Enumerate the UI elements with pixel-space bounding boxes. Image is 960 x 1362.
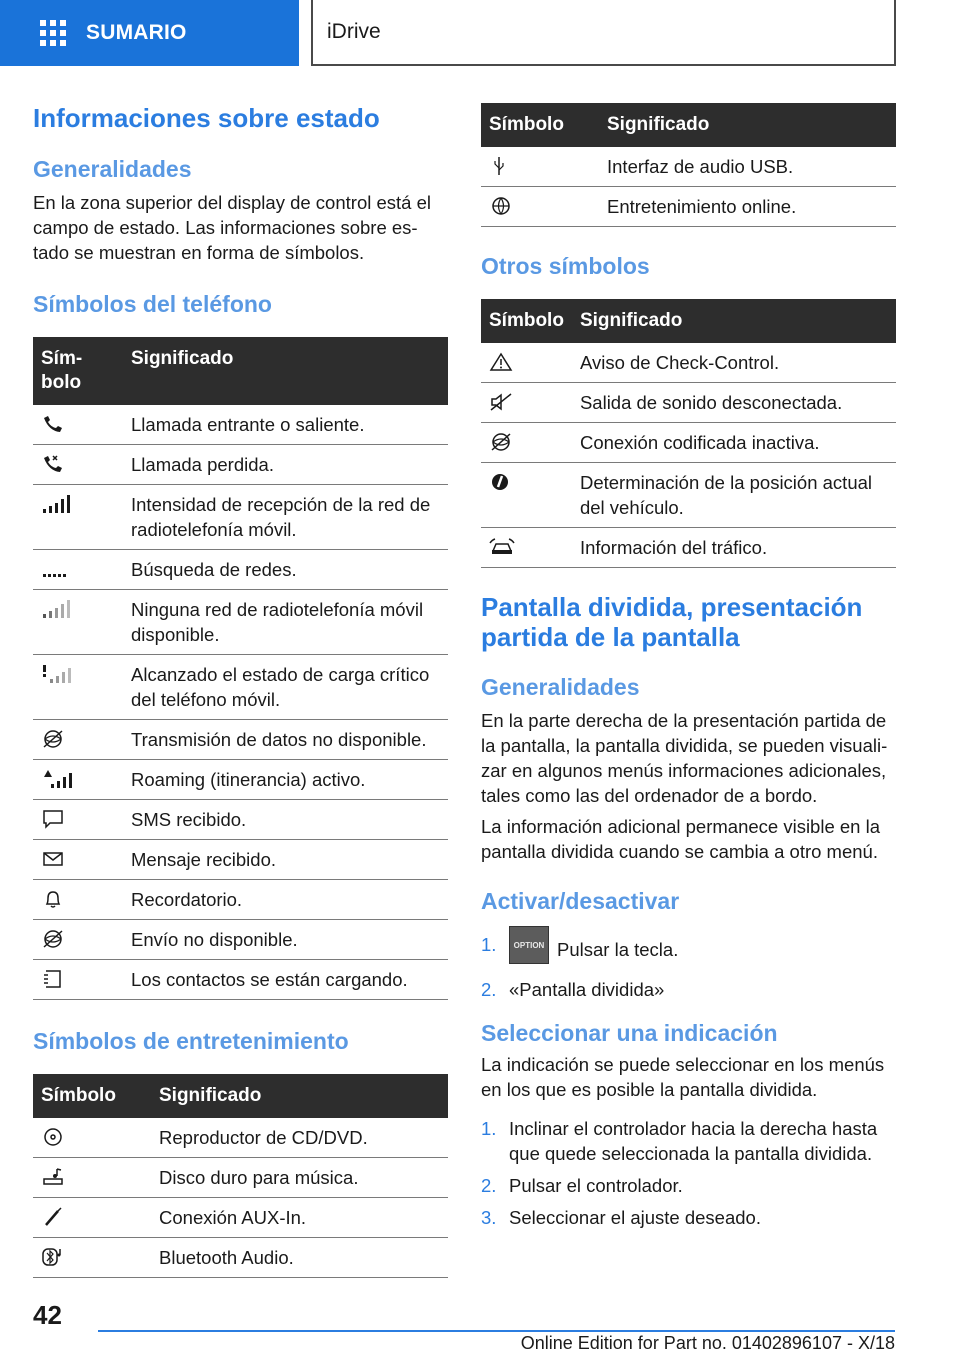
data-unavailable-icon bbox=[41, 729, 65, 749]
row-text: Roaming (itinerancia) activo. bbox=[123, 760, 448, 800]
missed-call-icon bbox=[41, 454, 65, 474]
table-row bbox=[33, 445, 448, 485]
table-row bbox=[481, 187, 896, 227]
row-text: Determinación de la posición actual del vehículo. bbox=[572, 463, 896, 528]
page-number: 42 bbox=[33, 1300, 62, 1330]
table-row bbox=[33, 1118, 448, 1158]
contacts-loading-icon bbox=[41, 969, 65, 989]
row-text: Bluetooth Audio. bbox=[151, 1238, 448, 1278]
table-row bbox=[33, 485, 448, 550]
hard-disk-music-icon bbox=[41, 1167, 65, 1187]
right-column bbox=[481, 103, 896, 1237]
col-symbol-header: Símbolo bbox=[481, 299, 572, 343]
grid-menu-icon bbox=[40, 20, 66, 46]
table-row bbox=[33, 405, 448, 445]
table-row bbox=[33, 550, 448, 590]
traffic-info-icon bbox=[489, 537, 517, 557]
online-entertainment-icon bbox=[489, 196, 513, 216]
table-row bbox=[481, 528, 896, 568]
row-text: Mensaje recibido. bbox=[123, 840, 448, 880]
row-text: Interfaz de audio USB. bbox=[599, 147, 896, 187]
row-text: SMS recibido. bbox=[123, 800, 448, 840]
no-network-icon bbox=[41, 599, 75, 619]
row-text: Transmisión de datos no disponible. bbox=[123, 720, 448, 760]
step-text: Inclinar el controlador hacia la derecha hasta que quede seleccionada la pantalla dividida. bbox=[509, 1118, 878, 1164]
cd-icon bbox=[41, 1127, 65, 1147]
roaming-icon bbox=[41, 769, 75, 789]
bell-icon bbox=[41, 889, 65, 909]
option-button[interactable] bbox=[509, 926, 549, 964]
generalidades-text: En la zona superior del display de control está el campo de estado. Las informaciones sobre es-tado se muestran en forma de símbolos. bbox=[33, 192, 431, 263]
select-heading: Seleccionar una indicación bbox=[481, 1020, 778, 1046]
table-row bbox=[33, 760, 448, 800]
row-text: Disco duro para música. bbox=[151, 1158, 448, 1198]
col-symbol-header: Símbolo bbox=[481, 103, 599, 147]
step-number: 2. bbox=[481, 1175, 497, 1196]
sumario-label: SUMARIO bbox=[86, 21, 187, 44]
row-text: Salida de sonido desconectada. bbox=[572, 383, 896, 423]
table-row bbox=[33, 800, 448, 840]
row-text: Búsqueda de redes. bbox=[123, 550, 448, 590]
phone-symbols-table bbox=[33, 337, 448, 1000]
step-text: Pulsar la tecla. bbox=[557, 938, 679, 960]
aux-in-icon bbox=[41, 1207, 65, 1227]
table-row bbox=[33, 880, 448, 920]
split-screen-title: Pantalla dividida, presentación partida de la pantalla bbox=[481, 592, 863, 652]
col-meaning-header: Significado bbox=[599, 103, 896, 147]
activate-heading: Activar/desactivar bbox=[481, 888, 680, 914]
row-text: Envío no disponible. bbox=[123, 920, 448, 960]
table-row bbox=[481, 343, 896, 383]
phone-icon bbox=[41, 414, 65, 434]
position-icon bbox=[489, 472, 513, 492]
row-text: Los contactos se están cargando. bbox=[123, 960, 448, 1000]
row-text: Aviso de Check-Control. bbox=[572, 343, 896, 383]
row-text: Ninguna red de radiotelefonía móvil disponible. bbox=[123, 590, 448, 655]
split-generalidades-heading: Generalidades bbox=[481, 674, 640, 700]
other-symbols-table bbox=[481, 299, 896, 568]
footer-divider bbox=[98, 1330, 895, 1332]
table-row bbox=[33, 960, 448, 1000]
table-row bbox=[481, 383, 896, 423]
sms-icon bbox=[41, 809, 65, 829]
encryption-inactive-icon bbox=[489, 432, 513, 452]
row-text: Alcanzado el estado de carga crítico del teléfono móvil. bbox=[123, 655, 448, 720]
row-text: Información del tráfico. bbox=[572, 528, 896, 568]
step-number: 3. bbox=[481, 1207, 497, 1228]
send-unavailable-icon bbox=[41, 929, 65, 949]
row-text: Recordatorio. bbox=[123, 880, 448, 920]
step-number: 2. bbox=[481, 979, 497, 1000]
entertainment-symbols-heading: Símbolos de entretenimiento bbox=[33, 1028, 349, 1054]
table-row bbox=[33, 720, 448, 760]
table-row bbox=[481, 463, 896, 528]
step-text: «Pantalla dividida» bbox=[509, 979, 665, 1000]
usb-icon bbox=[489, 156, 513, 176]
col-symbol-header: Sím-bolo bbox=[33, 337, 123, 405]
table-row bbox=[481, 423, 896, 463]
table-row bbox=[33, 1198, 448, 1238]
step-number: 1. bbox=[481, 1118, 497, 1139]
footer-edition-text: Online Edition for Part no. 01402896107 - X/18 bbox=[520, 1333, 895, 1353]
list-item bbox=[481, 977, 896, 1002]
table-row bbox=[33, 1158, 448, 1198]
table-row bbox=[33, 840, 448, 880]
select-steps bbox=[481, 1116, 896, 1230]
speaker-muted-icon bbox=[489, 392, 513, 412]
page-header bbox=[0, 0, 960, 66]
bluetooth-audio-icon bbox=[41, 1247, 65, 1267]
row-text: Conexión codificada inactiva. bbox=[572, 423, 896, 463]
select-text: La indicación se puede seleccionar en los menús en los que es posible la pantalla dividida. bbox=[481, 1054, 885, 1100]
table-row bbox=[33, 920, 448, 960]
activate-steps bbox=[481, 932, 896, 1002]
table-row bbox=[33, 655, 448, 720]
col-symbol-header: Símbolo bbox=[33, 1074, 151, 1118]
other-symbols-heading: Otros símbolos bbox=[481, 253, 650, 279]
table-row bbox=[33, 1238, 448, 1278]
row-text: Intensidad de recepción de la red de radiotelefonía móvil. bbox=[123, 485, 448, 550]
section-tab bbox=[311, 0, 896, 66]
step-number: 1. bbox=[481, 934, 497, 955]
table-row bbox=[481, 147, 896, 187]
row-text: Llamada perdida. bbox=[123, 445, 448, 485]
table-row bbox=[33, 590, 448, 655]
section-label: iDrive bbox=[327, 20, 381, 43]
row-text: Entretenimiento online. bbox=[599, 187, 896, 227]
phone-symbols-heading: Símbolos del teléfono bbox=[33, 291, 272, 317]
col-meaning-header: Significado bbox=[572, 299, 896, 343]
left-column bbox=[33, 96, 448, 1278]
entertainment-symbols-table-continued bbox=[481, 103, 896, 227]
row-text: Conexión AUX-In. bbox=[151, 1198, 448, 1238]
step-text: Pulsar el controlador. bbox=[509, 1175, 683, 1196]
list-item bbox=[481, 1116, 896, 1166]
warning-triangle-icon bbox=[489, 352, 513, 372]
col-meaning-header: Significado bbox=[151, 1074, 448, 1118]
list-item bbox=[481, 1205, 896, 1230]
row-text: Reproductor de CD/DVD. bbox=[151, 1118, 448, 1158]
step-text: Seleccionar el ajuste deseado. bbox=[509, 1207, 761, 1228]
split-generalidades-p2: La información adicional permanece visible en la pantalla dividida cuando se cambia a otro menú. bbox=[481, 816, 881, 862]
envelope-icon bbox=[41, 849, 65, 869]
page-title: Informaciones sobre estado bbox=[33, 103, 380, 133]
entertainment-symbols-table bbox=[33, 1074, 448, 1278]
split-generalidades-p1: En la parte derecha de la presentación partida de la pantalla, la pantalla dividida, se pueden visuali-zar en algunos menús informaciones adicionales, tales como las del ordenador de a bordo. bbox=[481, 710, 888, 806]
option-button-label: OPTION bbox=[513, 941, 545, 950]
network-search-icon bbox=[41, 559, 75, 579]
sumario-tab[interactable] bbox=[0, 0, 299, 66]
list-item bbox=[481, 1173, 896, 1198]
low-battery-icon bbox=[41, 664, 75, 684]
signal-strength-icon bbox=[41, 494, 75, 514]
generalidades-heading: Generalidades bbox=[33, 156, 192, 182]
col-meaning-header: Significado bbox=[123, 337, 448, 405]
row-text: Llamada entrante o saliente. bbox=[123, 405, 448, 445]
list-item bbox=[481, 932, 896, 970]
